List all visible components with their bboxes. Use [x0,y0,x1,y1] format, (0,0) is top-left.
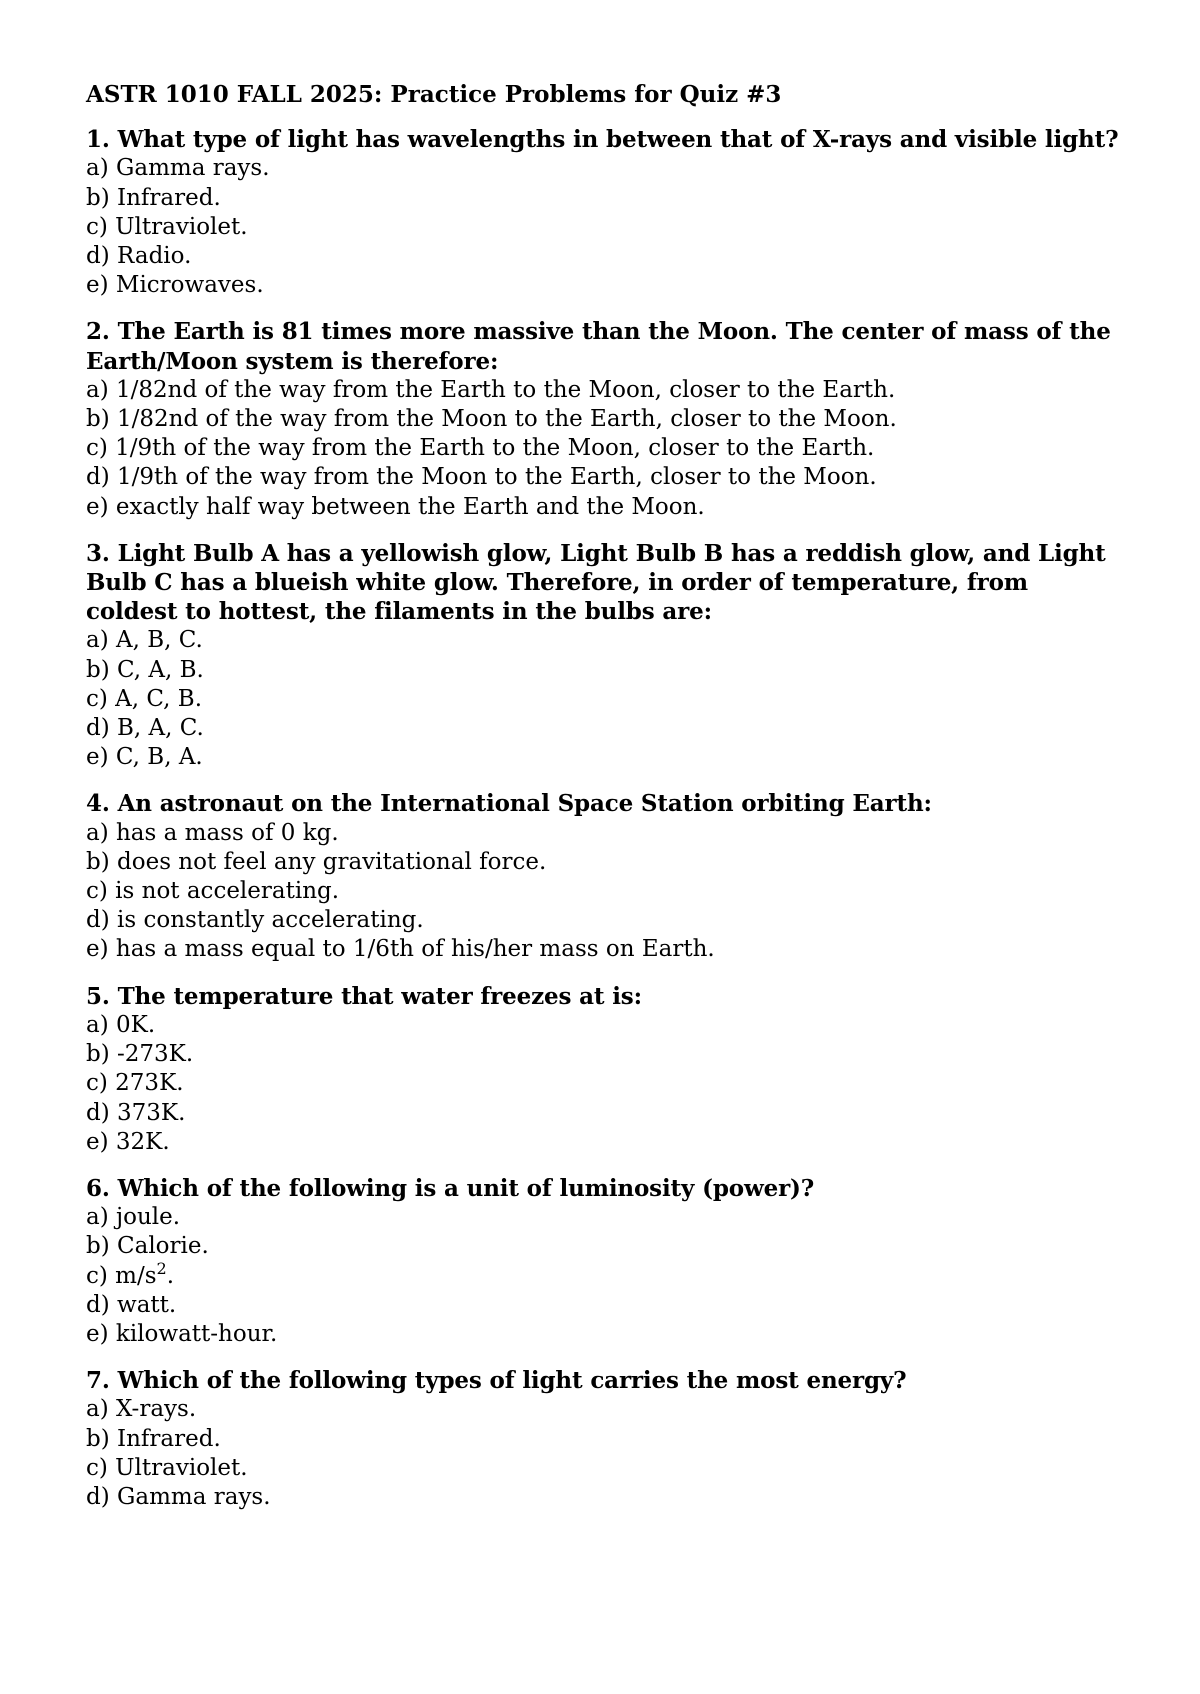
answer-option: e) C, B, A. [86,744,203,771]
answer-option: b) C, A, B. [86,656,204,683]
answer-option: d) B, A, C. [86,715,204,742]
question-2 [86,317,1126,521]
question-3 [86,539,1126,773]
answer-option: d) watt. [86,1291,177,1318]
question-5 [86,982,1126,1157]
answer-option: d) Gamma rays. [86,1483,271,1510]
answer-option: e) has a mass equal to 1/6th of his/her mass on Earth. [86,936,715,963]
question-text: 4. An astronaut on the International Space Station orbiting Earth: [86,790,932,818]
answer-option: b) 1/82nd of the way from the Moon to the Earth, closer to the Moon. [86,406,897,433]
answer-options [86,1203,1126,1349]
question-text: 2. The Earth is 81 times more massive than the Moon. The center of mass of the Earth/Moon system is therefore: [86,318,1111,375]
answer-option: a) X-rays. [86,1396,197,1423]
answer-option: d) 373K. [86,1099,186,1126]
answer-option: e) exactly half way between the Earth and the Moon. [86,493,705,520]
answer-option: b) Calorie. [86,1233,209,1260]
answer-option: e) Microwaves. [86,272,264,299]
answer-option: e) kilowatt-hour. [86,1320,278,1347]
document-title: ASTR 1010 FALL 2025: Practice Problems for Quiz #3 [86,81,782,108]
answer-options [86,1011,1126,1157]
answer-option: a) A, B, C. [86,627,203,654]
question-text: 5. The temperature that water freezes at is: [86,982,642,1010]
document-page [86,80,1126,1529]
answer-option: b) does not feel any gravitational force. [86,848,547,875]
question-1 [86,125,1126,300]
answer-option-with-exponent [86,1258,1126,1291]
answer-option: c) Ultraviolet. [86,213,248,240]
question-4 [86,789,1126,964]
question-7 [86,1366,1126,1512]
answer-option: d) Radio. [86,243,192,270]
exponent: 2 [156,1258,167,1278]
answer-option: c) 273K. [86,1070,184,1097]
answer-option: c) Ultraviolet. [86,1454,248,1481]
answer-option: a) 0K. [86,1011,156,1038]
answer-option: c) A, C, B. [86,685,203,712]
question-text: 6. Which of the following is a unit of luminosity (power)? [86,1174,815,1202]
answer-options [86,819,1126,965]
question-text: 3. Light Bulb A has a yellowish glow, Light Bulb B has a reddish glow, and Light Bulb C has a blueish white glow. Therefore, in order of temperature, from coldest to hottest, the filaments in the bulbs are: [86,539,1106,626]
answer-option: b) Infrared. [86,1425,221,1452]
answer-option: a) Gamma rays. [86,155,270,182]
answer-option: c) is not accelerating. [86,878,340,905]
answer-option: a) joule. [86,1204,181,1231]
answer-options [86,626,1126,772]
answer-option-tail: . [166,1262,175,1289]
answer-option: b) -273K. [86,1041,194,1068]
answer-options [86,1395,1126,1512]
question-6 [86,1174,1126,1349]
question-text: 1. What type of light has wavelengths in between that of X-rays and visible light? [86,126,1119,154]
answer-option: c) 1/9th of the way from the Earth to the Moon, closer to the Earth. [86,435,875,462]
answer-option: d) 1/9th of the way from the Moon to the Earth, closer to the Moon. [86,464,877,491]
answer-options [86,154,1126,300]
answer-option: a) has a mass of 0 kg. [86,819,339,846]
answer-option: b) Infrared. [86,184,221,211]
answer-option: d) is constantly accelerating. [86,907,424,934]
answer-options [86,376,1126,522]
answer-option-base: c) m/s [86,1262,157,1289]
answer-option: a) 1/82nd of the way from the Earth to the Moon, closer to the Earth. [86,376,896,403]
question-text: 7. Which of the following types of light carries the most energy? [86,1367,907,1395]
answer-option: e) 32K. [86,1128,170,1155]
